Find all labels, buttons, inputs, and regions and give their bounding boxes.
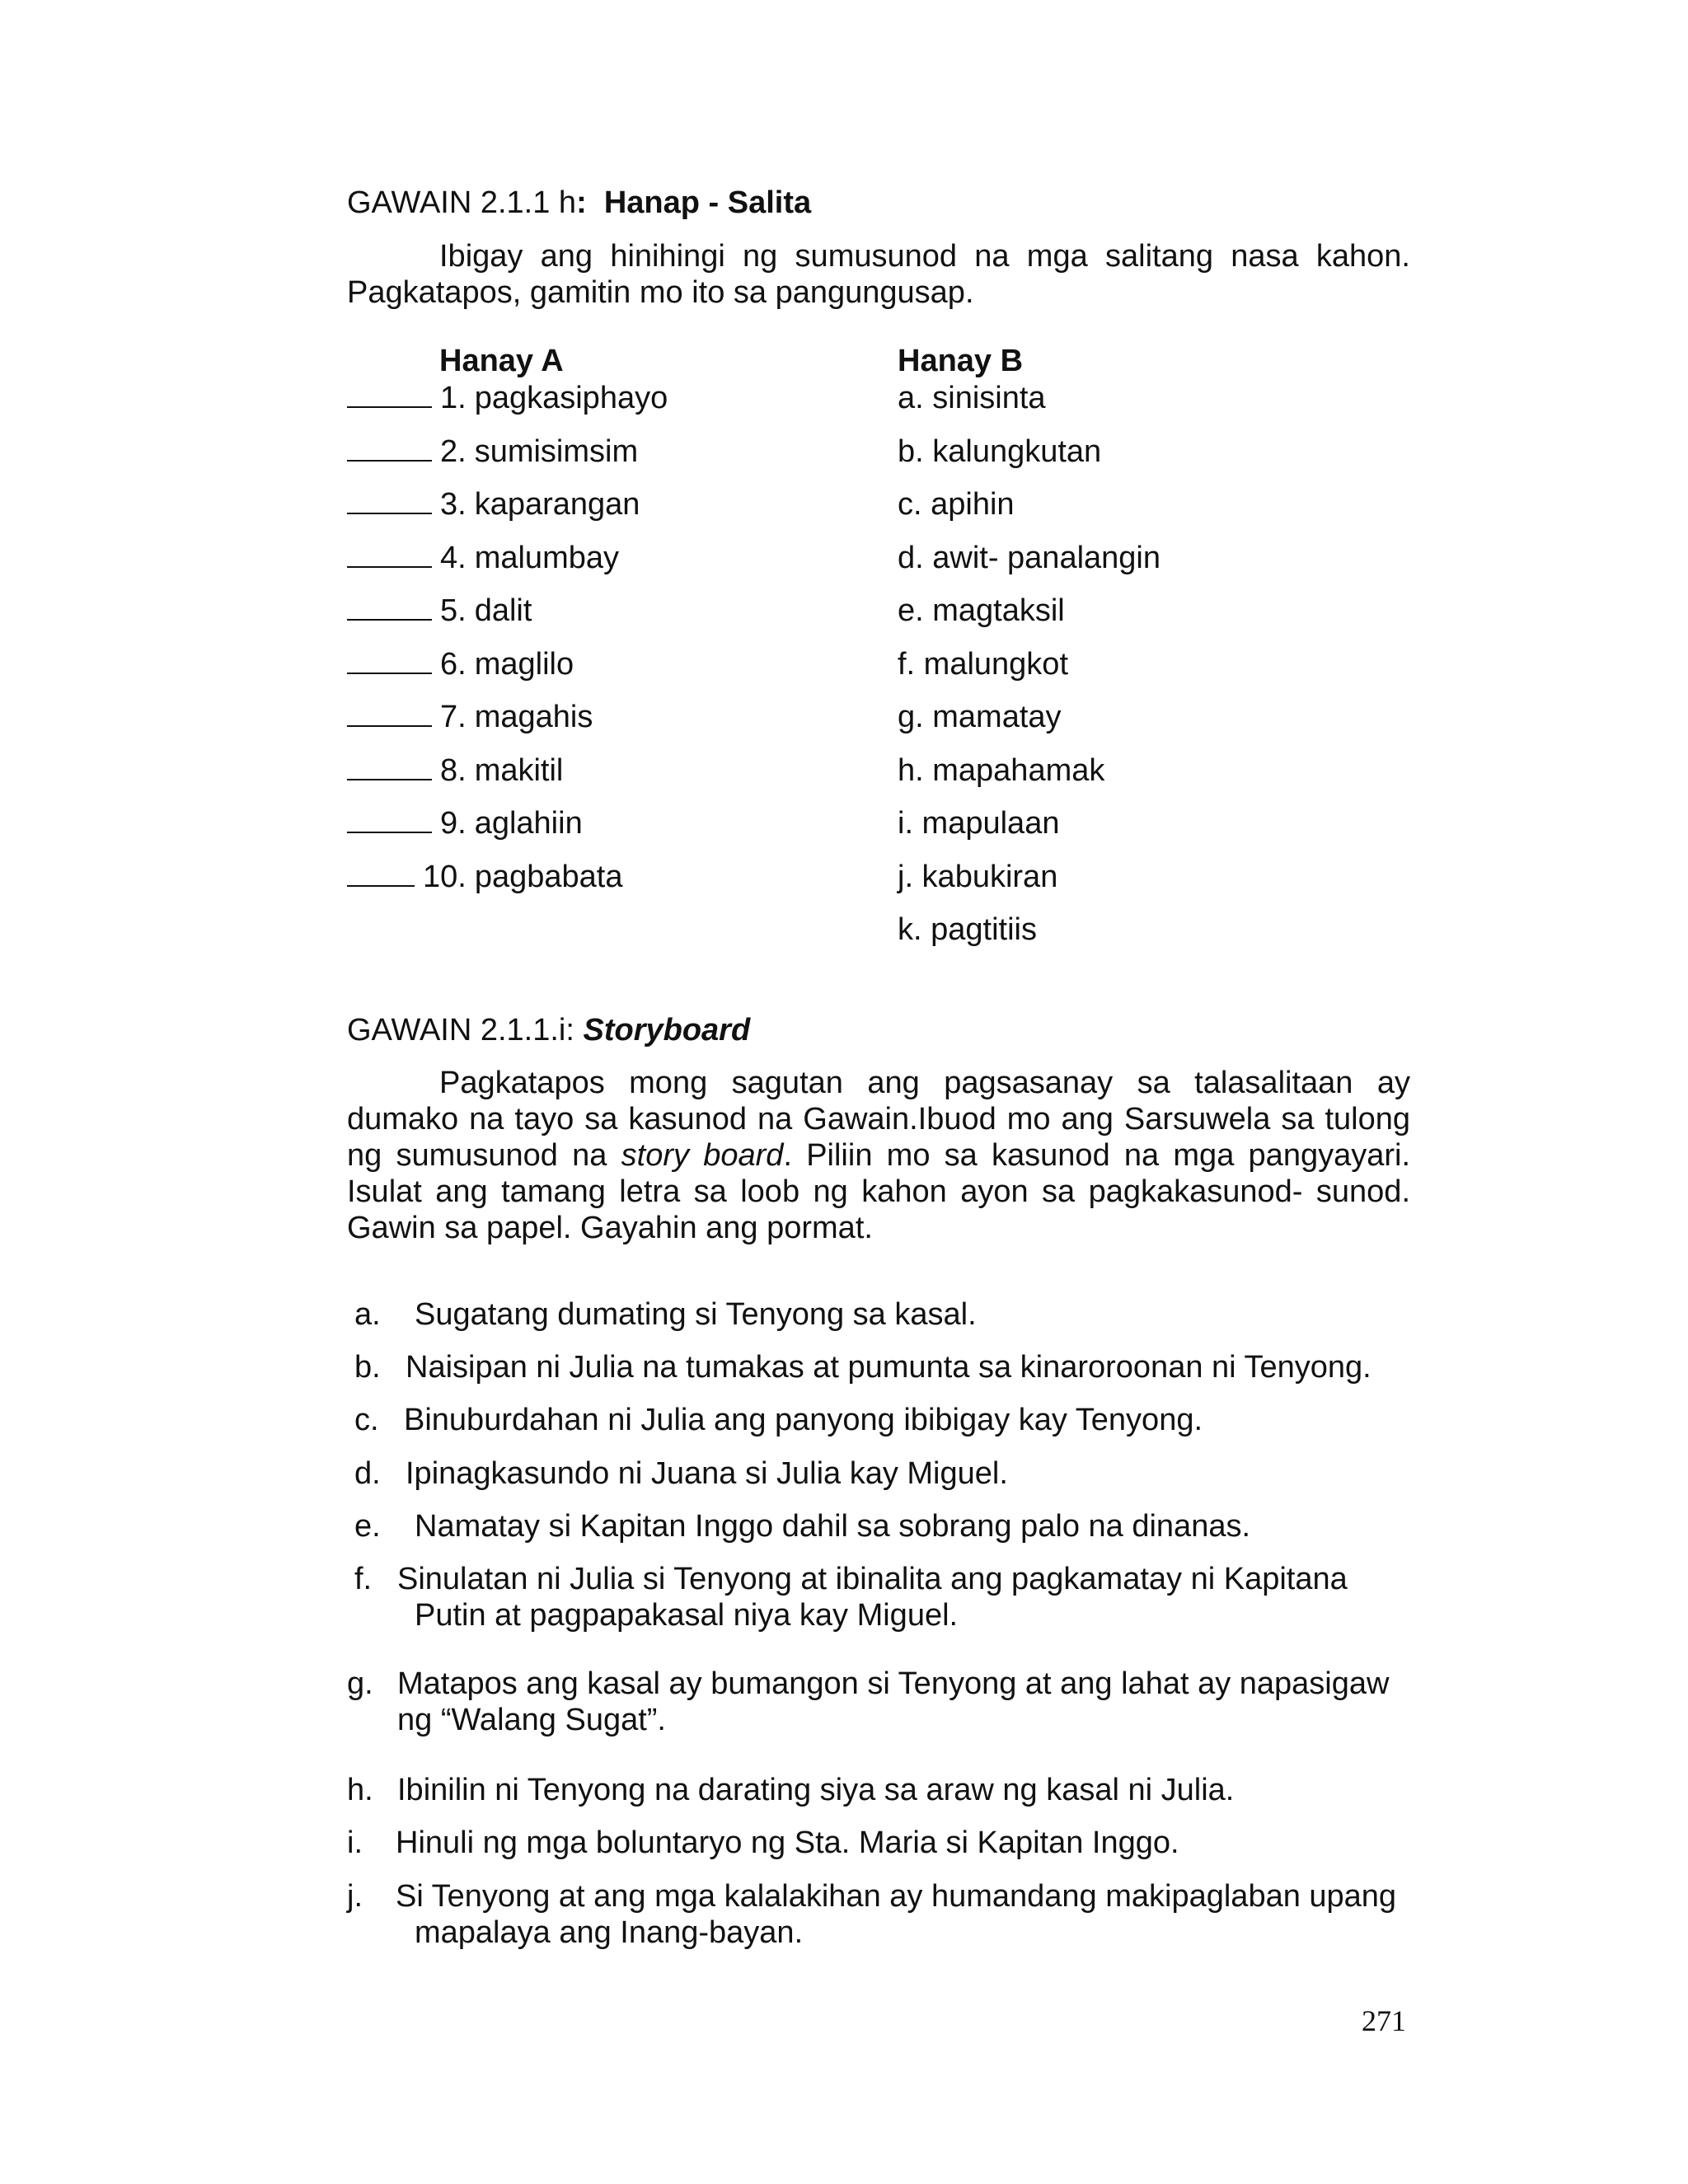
column-b-item: j. kabukiran <box>898 860 1058 894</box>
answer-blank[interactable] <box>347 860 415 887</box>
section-heading-title: Hanap - Salita <box>603 185 812 220</box>
event-text: Hinuli ng mga boluntaryo ng Sta. Maria si Kapitan Inggo. <box>396 1825 1179 1860</box>
column-b-item: d. awit- panalangin <box>898 541 1160 575</box>
answer-blank[interactable] <box>347 594 432 621</box>
section2-heading-prefix: GAWAIN 2.1.1.i: <box>347 1013 584 1047</box>
column-a-word: kaparangan <box>474 487 640 522</box>
event-text: Binuburdahan ni Julia ang panyong ibibigay kay Tenyong. <box>404 1403 1203 1437</box>
event-text: Ipinagkasundo ni Juana si Julia kay Miguel. <box>406 1456 1008 1491</box>
event-letter: j. <box>347 1879 363 1914</box>
column-a-item <box>347 434 638 470</box>
event-text-continuation: Putin at pagpapakasal niya kay Miguel. <box>415 1598 959 1633</box>
event-letter: h. <box>347 1773 373 1807</box>
answer-blank[interactable] <box>347 435 432 462</box>
column-a-item <box>347 593 532 629</box>
page-number: 271 <box>1362 2004 1406 2037</box>
event-text: Sinulatan ni Julia si Tenyong at ibinalita ang pagkamatay ni Kapitana <box>397 1562 1348 1596</box>
column-a-item <box>347 699 593 735</box>
section-heading-hanap-salita <box>347 185 811 221</box>
column-b-item: f. malungkot <box>898 647 1068 682</box>
event-text-continuation: mapalaya ang Inang-bayan. <box>415 1915 804 1950</box>
answer-blank[interactable] <box>347 701 432 727</box>
column-b-item: a. sinisinta <box>898 381 1046 415</box>
column-a-word: pagkasiphayo <box>474 381 668 415</box>
event-letter: b. <box>354 1350 381 1385</box>
event-letter: c. <box>354 1403 379 1437</box>
column-a-word: pagbabata <box>474 860 623 894</box>
event-letter: f. <box>354 1562 373 1596</box>
column-a-number: 7. <box>440 700 467 734</box>
event-letter: g. <box>347 1666 373 1701</box>
section2-heading-title: Storyboard <box>583 1013 751 1047</box>
column-b-item: i. mapulaan <box>898 806 1060 841</box>
column-a-number: 10. <box>423 860 467 894</box>
column-a-item <box>347 646 574 682</box>
event-letter: e. <box>354 1509 381 1544</box>
event-letter: d. <box>354 1456 381 1491</box>
section-heading-storyboard <box>347 1012 750 1048</box>
column-a-item <box>347 859 622 895</box>
answer-blank[interactable] <box>347 648 432 674</box>
paragraph-line-5: Gawin sa papel. Gayahin ang pormat. <box>347 1211 873 1245</box>
column-b-item: e. magtaksil <box>898 593 1065 628</box>
column-a-word: magahis <box>474 700 593 734</box>
event-text: Sugatang dumating si Tenyong sa kasal. <box>415 1297 977 1332</box>
column-a-number: 3. <box>440 487 467 522</box>
paragraph-line-3-end: . Piliin mo sa kasunod na mga pangyayari. <box>783 1138 1411 1173</box>
paragraph-line-2: dumako na tayo sa kasunod na Gawain.Ibuod mo ang Sarsuwela sa tulong <box>347 1102 1410 1137</box>
answer-blank[interactable] <box>347 488 432 514</box>
column-a-item <box>347 752 563 789</box>
column-a-item <box>347 380 668 416</box>
section-heading-colon: : <box>576 185 587 220</box>
event-letter: a. <box>354 1297 381 1332</box>
column-b-item: h. mapahamak <box>898 753 1105 788</box>
column-a-word: maglilo <box>474 647 574 682</box>
instruction-line-2: Pagkatapos, gamitin mo ito sa pangungusap. <box>347 275 974 310</box>
answer-blank[interactable] <box>347 541 432 568</box>
event-text-continuation: ng “Walang Sugat”. <box>397 1703 666 1737</box>
answer-blank[interactable] <box>347 382 432 408</box>
column-b-item: k. pagtitiis <box>898 912 1037 947</box>
column-b-item: b. kalungkutan <box>898 434 1102 469</box>
paragraph-line-1: Pagkatapos mong sagutan ang pagsasanay sa talasalitaan ay <box>439 1066 1410 1100</box>
event-text: Naisipan ni Julia na tumakas at pumunta sa kinaroroonan ni Tenyong. <box>406 1350 1372 1385</box>
column-a-item <box>347 486 640 523</box>
event-text: Ibinilin ni Tenyong na darating siya sa araw ng kasal ni Julia. <box>397 1773 1235 1807</box>
section-heading-prefix: GAWAIN 2.1.1 h <box>347 185 577 220</box>
paragraph-line-3-start: ng sumusunod na <box>347 1138 621 1173</box>
event-text: Namatay si Kapitan Inggo dahil sa sobrang palo na dinanas. <box>415 1509 1251 1544</box>
column-a-word: malumbay <box>474 541 619 575</box>
event-text: Matapos ang kasal ay bumangon si Tenyong at ang lahat ay napasigaw <box>397 1666 1390 1701</box>
column-a-number: 5. <box>440 593 467 628</box>
column-b-item: c. apihin <box>898 487 1015 522</box>
column-a-word: makitil <box>474 753 564 788</box>
event-letter: i. <box>347 1825 363 1860</box>
answer-blank[interactable] <box>347 754 432 780</box>
column-b-header: Hanay B <box>898 344 1024 378</box>
column-a-number: 9. <box>440 806 467 841</box>
column-a-number: 4. <box>440 541 467 575</box>
event-text: Si Tenyong at ang mga kalalakihan ay humandang makipaglaban upang <box>396 1879 1397 1914</box>
column-a-number: 8. <box>440 753 467 788</box>
column-a-number: 2. <box>440 434 467 469</box>
answer-blank[interactable] <box>347 807 432 833</box>
column-a-header: Hanay A <box>439 344 564 378</box>
column-b-item: g. mamatay <box>898 700 1062 734</box>
instruction-line-1: Ibigay ang hinihingi ng sumusunod na mga salitang nasa kahon. <box>439 239 1410 274</box>
column-a-item <box>347 540 619 576</box>
paragraph-line-4: Isulat ang tamang letra sa loob ng kahon ayon sa pagkakasunod- sunod. <box>347 1174 1410 1209</box>
column-a-number: 1. <box>440 381 467 415</box>
column-a-item <box>347 805 583 841</box>
column-a-word: sumisimsim <box>474 434 639 469</box>
column-a-number: 6. <box>440 647 467 682</box>
paragraph-line-3 <box>347 1137 1410 1174</box>
column-a-word: aglahiin <box>474 806 583 841</box>
column-a-word: dalit <box>474 593 532 628</box>
paragraph-italic-term: story board <box>621 1138 784 1173</box>
